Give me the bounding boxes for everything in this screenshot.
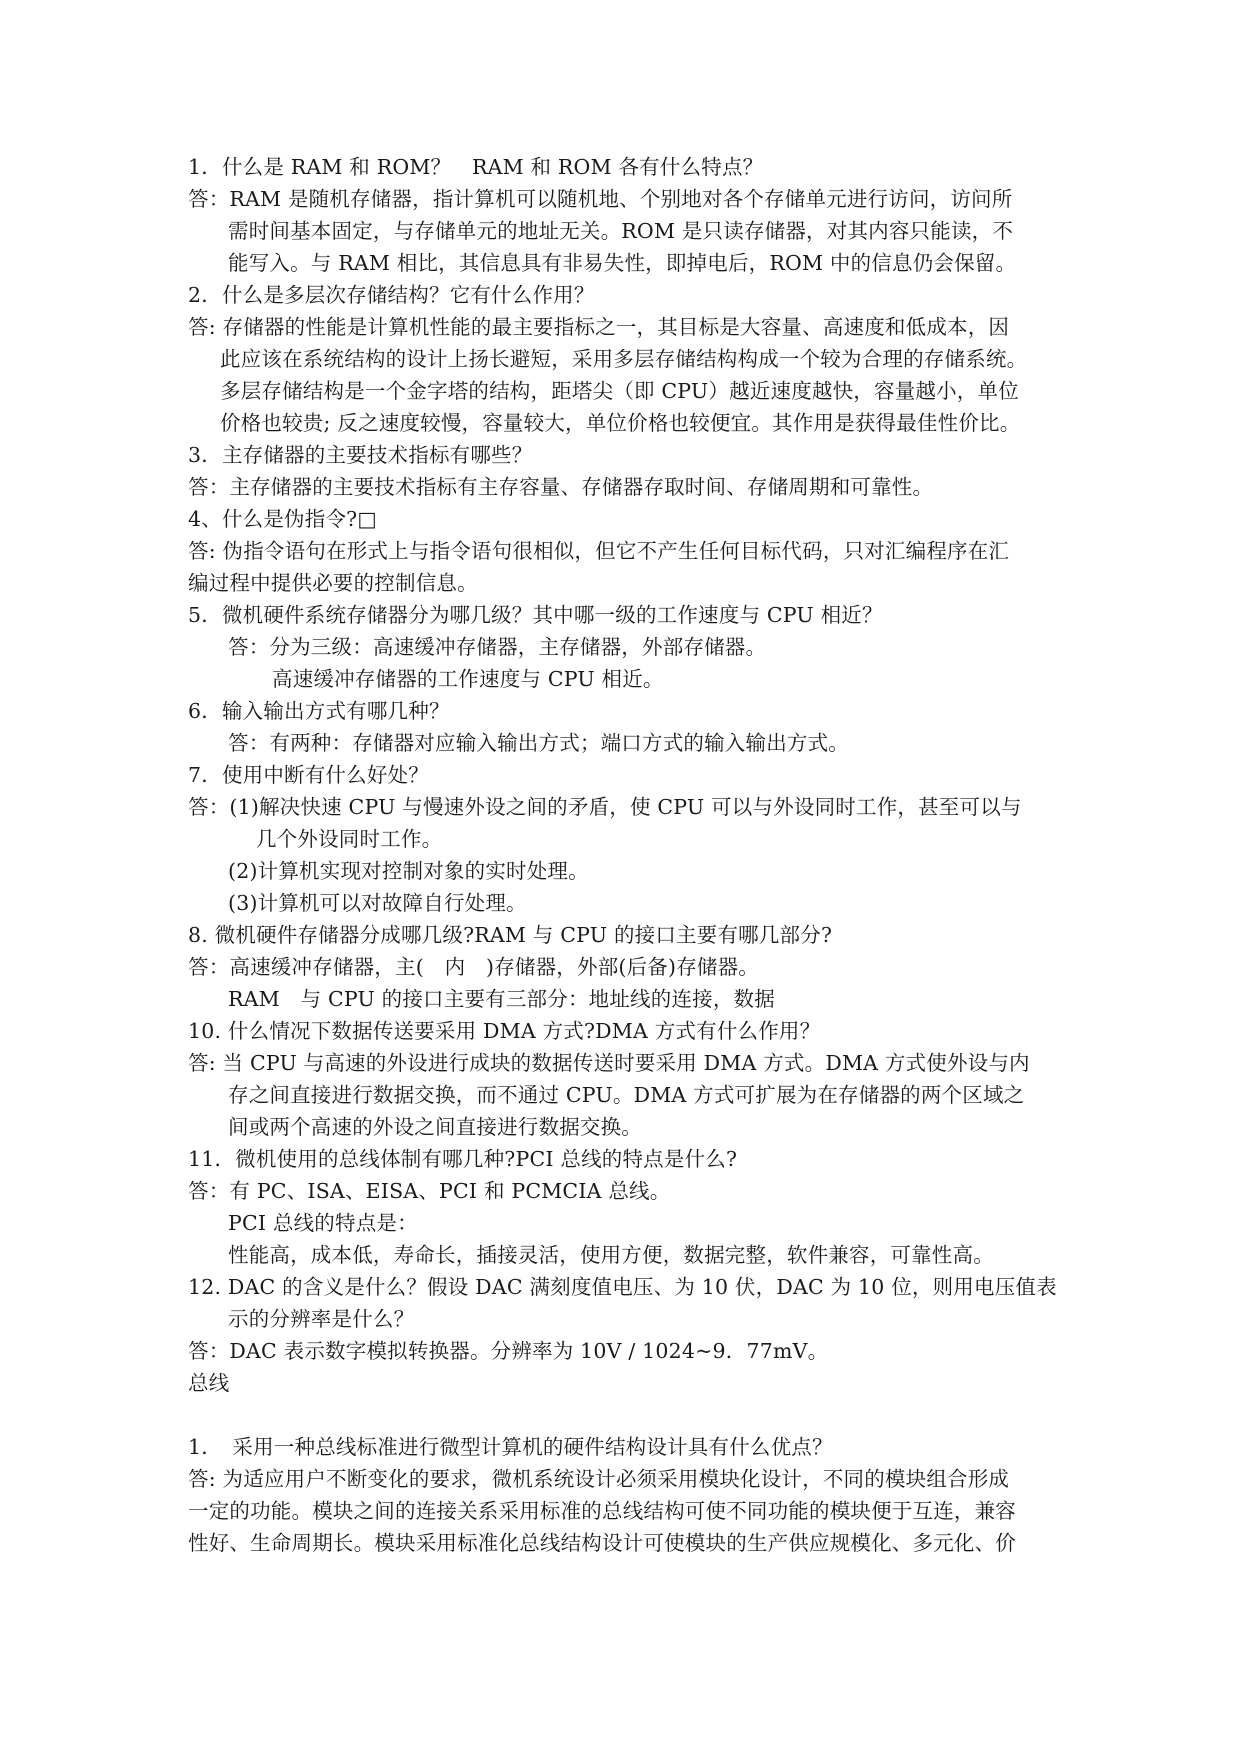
bus-answer-1-line-1: 答: 为适应用户不断变化的要求，微机系统设计必须采用模块化设计，不同的模块组合形成	[188, 1467, 1010, 1491]
question-7: 7．使用中断有什么好处？	[188, 763, 429, 787]
answer-2-line-2: 此应该在系统结构的设计上扬长避短，采用多层存储结构构成一个较为合理的存储系统。	[220, 347, 1028, 371]
question-12-line-1: 12. DAC 的含义是什么？假设 DAC 满刻度值电压、为 10 伏，DAC 为 10 位，则用电压值表	[188, 1275, 1057, 1299]
answer-10-line-3: 间或两个高速的外设之间直接进行数据交换。	[228, 1115, 642, 1139]
answer-4-line-2: 编过程中提供必要的控制信息。	[188, 571, 478, 595]
answer-4-line-1: 答: 伪指令语句在形式上与指令语句很相似，但它不产生任何目标代码，只对汇编程序在汇	[188, 539, 1010, 563]
answer-2-line-3: 多层存储结构是一个金字塔的结构，距塔尖（即 CPU）越近速度越快，容量越小，单位	[220, 379, 1019, 403]
answer-12: 答：DAC 表示数字模拟转换器。分辨率为 10V / 1024~9．77mV。	[188, 1339, 829, 1363]
bus-question-1: 1． 采用一种总线标准进行微型计算机的硬件结构设计具有什么优点？	[188, 1435, 833, 1459]
answer-1-line-2: 需时间基本固定，与存储单元的地址无关。ROM 是只读存储器，对其内容只能读，不	[228, 219, 1014, 243]
section-heading: 总线	[188, 1371, 230, 1395]
answer-1-line-1: 答：RAM 是随机存储器，指计算机可以随机地、个别地对各个存储单元进行访问，访问所	[188, 187, 1013, 211]
answer-7-line-3: (2)计算机实现对控制对象的实时处理。	[228, 859, 589, 883]
answer-7-line-4: (3)计算机可以对故障自行处理。	[228, 891, 527, 915]
question-10: 10. 什么情况下数据传送要采用 DMA 方式?DMA 方式有什么作用？	[188, 1019, 821, 1043]
answer-6: 答：有两种：存储器对应输入输出方式；端口方式的输入输出方式。	[228, 731, 849, 755]
answer-7-line-1: 答：(1)解决快速 CPU 与慢速外设之间的矛盾，使 CPU 可以与外设同时工作，甚至可以与	[188, 795, 1022, 819]
question-2: 2．什么是多层次存储结构？它有什么作用？	[188, 283, 595, 307]
answer-11-line-1: 答：有 PC、ISA、EISA、PCI 和 PCMCIA 总线。	[188, 1179, 671, 1203]
answer-11-line-3: 性能高，成本低，寿命长，插接灵活，使用方便，数据完整，软件兼容，可靠性高。	[228, 1243, 994, 1267]
answer-7-line-2: 几个外设同时工作。	[256, 827, 443, 851]
question-3: 3．主存储器的主要技术指标有哪些？	[188, 443, 533, 467]
bus-answer-1-line-3: 性好、生命周期长。模块采用标准化总线结构设计可使模块的生产供应规模化、多元化、价	[188, 1531, 1016, 1555]
answer-5-line-1: 答：分为三级：高速缓冲存储器，主存储器，外部存储器。	[228, 635, 767, 659]
answer-10-line-1: 答: 当 CPU 与高速的外设进行成块的数据传送时要采用 DMA 方式。DMA 方式使外设与内	[188, 1051, 1030, 1075]
answer-3: 答：主存储器的主要技术指标有主存容量、存储器存取时间、存储周期和可靠性。	[188, 475, 934, 499]
answer-10-line-2: 存之间直接进行数据交换，而不通过 CPU。DMA 方式可扩展为在存储器的两个区域之	[228, 1083, 1025, 1107]
answer-2-line-1: 答: 存储器的性能是计算机性能的最主要指标之一，其目标是大容量、高速度和低成本，因	[188, 315, 1010, 339]
answer-1-line-3: 能写入。与 RAM 相比，其信息具有非易失性，即掉电后，ROM 中的信息仍会保留。	[228, 251, 1017, 275]
answer-2-line-4: 价格也较贵; 反之速度较慢，容量较大，单位价格也较便宜。其作用是获得最佳性价比。	[220, 411, 1021, 435]
question-8: 8. 微机硬件存储器分成哪几级?RAM 与 CPU 的接口主要有哪几部分?	[188, 923, 833, 947]
bus-answer-1-line-2: 一定的功能。模块之间的连接关系采用标准的总线结构可使不同功能的模块便于互连，兼容	[188, 1499, 1016, 1523]
answer-8-line-2: RAM 与 CPU 的接口主要有三部分：地址线的连接，数据	[228, 987, 775, 1011]
question-1: 1．什么是 RAM 和 ROM？ RAM 和 ROM 各有什么特点？	[188, 155, 764, 179]
answer-5-line-2: 高速缓冲存储器的工作速度与 CPU 相近。	[272, 667, 664, 691]
question-12-line-2: 示的分辨率是什么？	[228, 1307, 415, 1331]
question-4: 4、什么是伪指令?□	[188, 507, 377, 531]
answer-8-line-1: 答：高速缓冲存储器，主( 内 )存储器，外部(后备)存储器。	[188, 955, 759, 979]
question-5: 5．微机硬件系统存储器分为哪几级？其中哪一级的工作速度与 CPU 相近？	[188, 603, 883, 627]
answer-11-line-2: PCI 总线的特点是：	[228, 1211, 418, 1235]
question-6: 6．输入输出方式有哪几种？	[188, 699, 450, 723]
question-11: 11．微机使用的总线体制有哪几种?PCI 总线的特点是什么?	[188, 1147, 738, 1171]
